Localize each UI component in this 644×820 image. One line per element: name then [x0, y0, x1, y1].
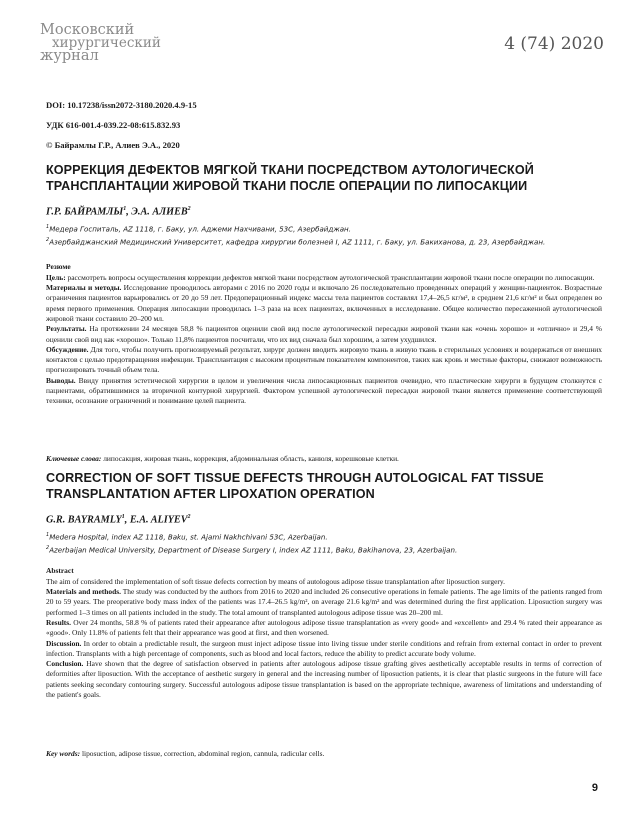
conclusion-paragraph: Conclusion. Have shown that the degree of satisfaction observed in patients after autologous adipose tissue grafting gives aesthetically acceptable results in terms of correction of deformities after liposuction. With the acceptance of aesthetic surgery in general and the increasing number of liposuction patients, it is clear that plastic surgeons in the future will face patients seeking secondary contouring surgery. Successful autologous adipose tissue transplantation is based on the appropriate technique, awareness of limitations and understanding of the patient's goals. [46, 659, 602, 700]
author-1-sup: 1 [121, 514, 125, 520]
doi: DOI: 10.17238/issn2072-3180.2020.4.9-15 [46, 100, 197, 110]
aim-paragraph: The aim of considered the implementation of soft tissue defects correction by means of autologous adipose tissue transplantation after liposuction surgery. [46, 576, 505, 586]
author-2: E.A. ALIYEV [129, 514, 188, 526]
affiliation-1: $^1$Medera Hospital, index AZ 1118, Baku, st. Ajami Nakhchivani 53C, Azerbaijan. [46, 532, 328, 542]
title-ru [46, 162, 606, 194]
discussion-paragraph: Discussion. In order to obtain a predictable result, the surgeon must inject adipose tissue into living tissue under sterile conditions and refrain from external contact in order to prevent infection. Transplants with a high percentage of components, such as blood and local factors, reduce the ability to predict accurate body volume. [46, 638, 602, 658]
abstract-heading: Резюме [46, 262, 71, 271]
page-number: 9 [591, 782, 598, 794]
keywords-en: Key words: liposuction, adipose tissue, correction, abdominal region, cannula, radicular cells. [46, 749, 325, 758]
affiliations-en [46, 530, 606, 556]
title-ru-line-2: ТРАНСПЛАНТАЦИИ ЖИРОВОЙ ТКАНИ ПОСЛЕ ОПЕРАЦИИ ПО ЛИПОСАКЦИИ [46, 179, 528, 193]
aff-1-sup: 1 [46, 224, 50, 230]
author-2: Э.А. АЛИЕВ [131, 206, 188, 218]
title-en-line-1: CORRECTION OF SOFT TISSUE DEFECTS THROUGH AUTOLOGICAL FAT TISSUE [46, 471, 544, 485]
aff-2-sup: 2 [46, 544, 50, 551]
aff-1-sup: 1 [46, 532, 50, 538]
abstract-heading: Abstract [46, 566, 74, 575]
keywords-ru: Ключевые слова: липосакция, жировая ткань, коррекция, абдоминальная область, канюля, корешковые клетки. [46, 454, 399, 463]
udk: УДК 616-001.4-039.22-08:615.832.93 [46, 120, 181, 130]
authors-en [46, 514, 191, 525]
conclusions-paragraph: Выводы. Ввиду принятия эстетической хирургии в целом и увеличения числа липосакционных пациентов очевидно, что пластические хирурги в будущем столкнутся с пациентами, обратившимися за вторичной контурной хирургией. Фактором успешной аутологической пересадки жировой ткани является применение соответствующей техники, осознание ограничений и понимание целей пациента. [46, 375, 602, 406]
abstract-en [46, 566, 602, 700]
author-1: G.R. BAYRAMLY [46, 514, 122, 526]
title-ru-line-1: КОРРЕКЦИЯ ДЕФЕКТОВ МЯГКОЙ ТКАНИ ПОСРЕДСТВОМ АУТОЛОГИЧЕСКОЙ [46, 163, 534, 177]
affiliation-2: $^2$Azerbaijan Medical University, Department of Disease Surgery I, index AZ 1111, Baku, Bakihanova, 23, Azerbaijan. [46, 544, 458, 555]
affiliation-1: $^1$Медера Госпиталь, AZ 1118, г. Баку, ул. Аджеми Нахчивани, 53С, Азербайджан. [46, 224, 351, 234]
author-2-sup: 2 [187, 206, 191, 212]
methods-paragraph: Materials and methods. The study was conducted by the authors from 2016 to 2020 and included 26 consecutive operations in female patients. The age limits of the patients ranged from 20 to 59 years. The preoperative body mass index of the patients was 17.4–26.5 kg/m², on average 21.6 kg/m² and was determined during the first application. Liposuction surgery was performed 1–3 times on all patients included in the study. The total amount of transplanted autologous adipose tissue was 20–200 ml. [46, 587, 602, 617]
journal-logo [40, 22, 200, 70]
methods-paragraph: Материалы и методы. Исследование проводилось авторами с 2016 по 2020 годы и включало 26 последовательно проведенных операций у женщин-пациенток. Возрастные ограничения пациентов варьировались от 20 до 59 лет. Предоперационный индекс массы тела пациентов составлял 17,4–26,5 кг/м², в среднем 21,6 кг/м² и был определен во время первого применения. Операция липосакции проводилась 1–3 раза на всех пациентах, включенных в исследование. Общее количество пересаженной аутологической жировой ткани составило 20–200 мл. [46, 283, 602, 323]
issue-number: 4 (74) 2020 [504, 34, 604, 54]
aff-2-sup: 2 [46, 236, 50, 243]
affiliations-ru [46, 222, 606, 248]
logo-line-1: Московский [40, 22, 135, 38]
author-separator: , [126, 206, 132, 218]
results-paragraph: Результаты. На протяжении 24 месяцев 58,8 % пациентов оценили свой вид после аутологической пересадки жировой ткани как «очень хорошо» и «отлично» и 29,4 % оценили свой вид как «хорошо». Только 11,8% пациентов посчитали, что их вид сначала был хорошим, а затем ухудшился. [46, 324, 602, 344]
copyright: © Байрамлы Г.Р., Алиев Э.А., 2020 [46, 140, 180, 150]
author-1-sup: 1 [123, 206, 127, 212]
authors-ru [46, 206, 191, 217]
affiliation-2: $^2$Азербайджанский Медицинский Университет, кафедра хирургии болезней I, AZ 1111, г. Баку, ул. Бакиханова, д. 23, Азербайджан. [46, 236, 546, 247]
author-separator: , [124, 514, 130, 526]
logo-line-2: хирургический [52, 35, 161, 51]
discussion-paragraph: Обсуждение. Для того, чтобы получить прогнозируемый результат, хирург должен вводить жировую ткань в живую ткань в стерильных условиях и воздержаться от внешних контактов с целью предотвращения инфекции. Трансплантация с высоким процентным показателем компонентов, таких как кровь и местные факторы, снижают возможность прогнозировать точный объем тела. [46, 344, 602, 375]
aim-paragraph: Цель: рассмотреть вопросы осуществления коррекции дефектов мягкой ткани посредством аутологической трансплантации жировой ткани после операции по липосакции. [46, 272, 595, 282]
title-en [46, 470, 606, 502]
author-1: Г.Р. БАЙРАМЛЫ [46, 206, 124, 218]
author-2-sup: 2 [187, 514, 191, 520]
title-en-line-2: TRANSPLANTATION AFTER LIPOXATION OPERATION [46, 487, 375, 501]
results-paragraph: Results. Over 24 months, 58.8 % of patients rated their appearance after autologous adipose tissue transplantation as «very good» and «excellent» and 29.4 % rated their appearance as «good». Only 11.8% of patients felt that their appearance was good at first, and then worsened. [46, 617, 602, 638]
logo-line-3: журнал [40, 48, 99, 64]
abstract-ru [46, 262, 602, 407]
